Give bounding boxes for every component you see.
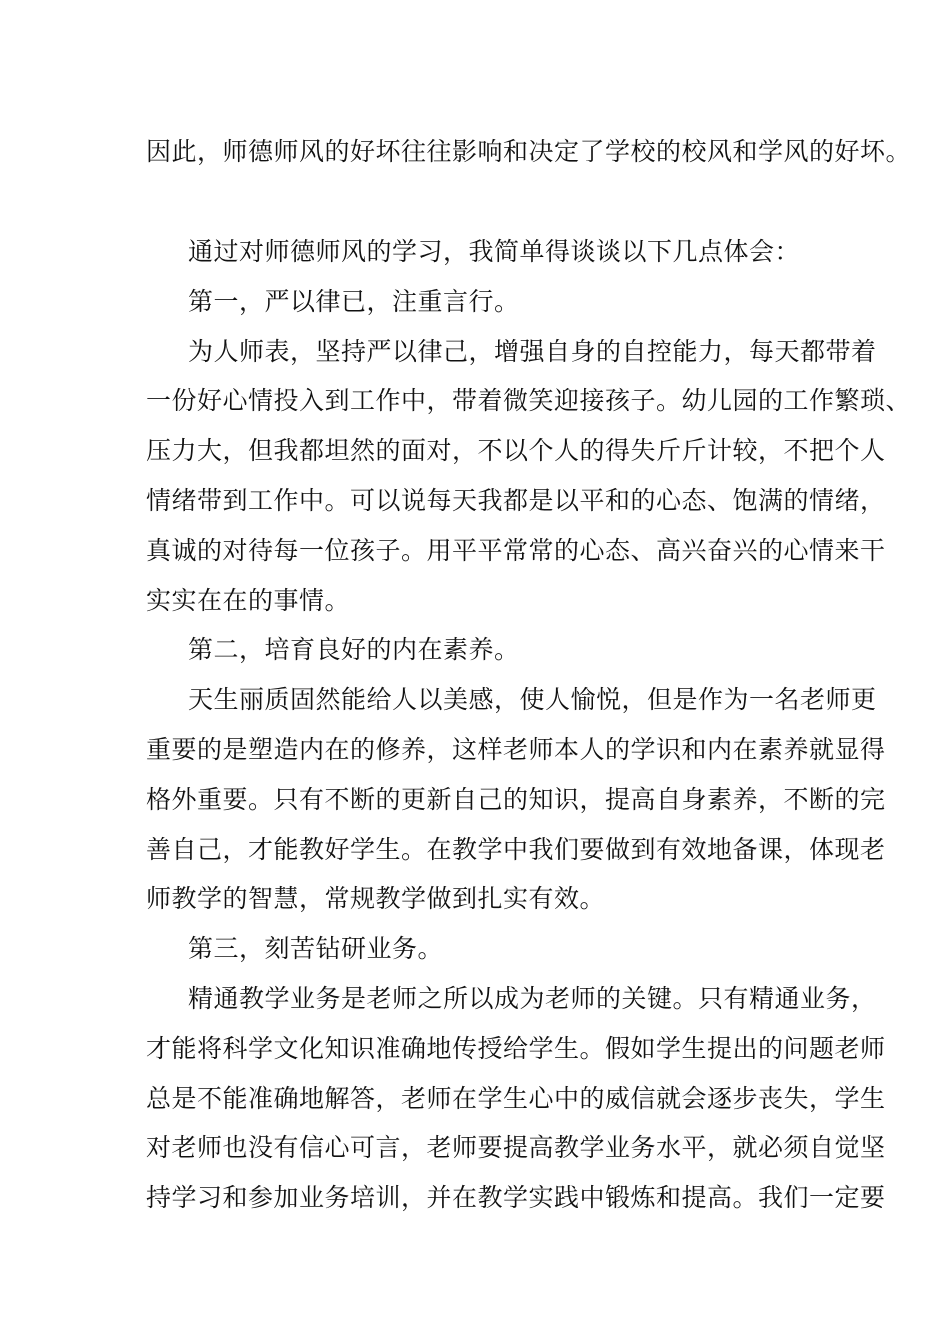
paragraph-line: 实实在在的事情。 (146, 586, 351, 615)
paragraph-line: 真诚的对待每一位孩子。用平平常常的心态、高兴奋兴的心情来干 (146, 536, 886, 565)
section-heading: 第二，培育良好的内在素养。 (188, 635, 520, 664)
paragraph-line: 通过对师德师风的学习，我简单得谈谈以下几点体会： (188, 237, 801, 266)
paragraph-line: 为人师表，坚持严以律己，增强自身的自控能力，每天都带着 (188, 337, 877, 366)
paragraph-line: 总是不能准确地解答，老师在学生心中的威信就会逐步丧失，学生 (146, 1084, 886, 1113)
paragraph-line: 重要的是塑造内在的修养，这样老师本人的学识和内在素养就显得 (146, 735, 886, 764)
paragraph-line: 善自己，才能教好学生。在教学中我们要做到有效地备课，体现老 (146, 835, 886, 864)
paragraph-line: 才能将科学文化知识准确地传授给学生。假如学生提出的问题老师 (146, 1034, 886, 1063)
paragraph-line: 对老师也没有信心可言，老师要提高教学业务水平，就必须自觉坚 (146, 1133, 886, 1162)
paragraph-line: 师教学的智慧，常规教学做到扎实有效。 (146, 884, 606, 913)
paragraph-line: 天生丽质固然能给人以美感，使人愉悦，但是作为一名老师更 (188, 685, 877, 714)
paragraph-line: 一份好心情投入到工作中，带着微笑迎接孩子。幼儿园的工作繁琐、 (146, 386, 912, 415)
paragraph-line: 格外重要。只有不断的更新自己的知识，提高自身素养，不断的完 (146, 785, 886, 814)
paragraph-line: 精通教学业务是老师之所以成为老师的关键。只有精通业务， (188, 984, 877, 1013)
section-heading: 第一，严以律已，注重言行。 (188, 287, 520, 316)
paragraph-line: 持学习和参加业务培训，并在教学实践中锻炼和提高。我们一定要 (146, 1183, 886, 1212)
paragraph-line: 因此，师德师风的好坏往往影响和决定了学校的校风和学风的好坏。 (146, 137, 912, 166)
section-heading: 第三，刻苦钻研业务。 (188, 934, 444, 963)
paragraph-line: 压力大，但我都坦然的面对，不以个人的得失斤斤计较，不把个人 (146, 436, 886, 465)
paragraph-line: 情绪带到工作中。可以说每天我都是以平和的心态、饱满的情绪， (146, 486, 886, 515)
